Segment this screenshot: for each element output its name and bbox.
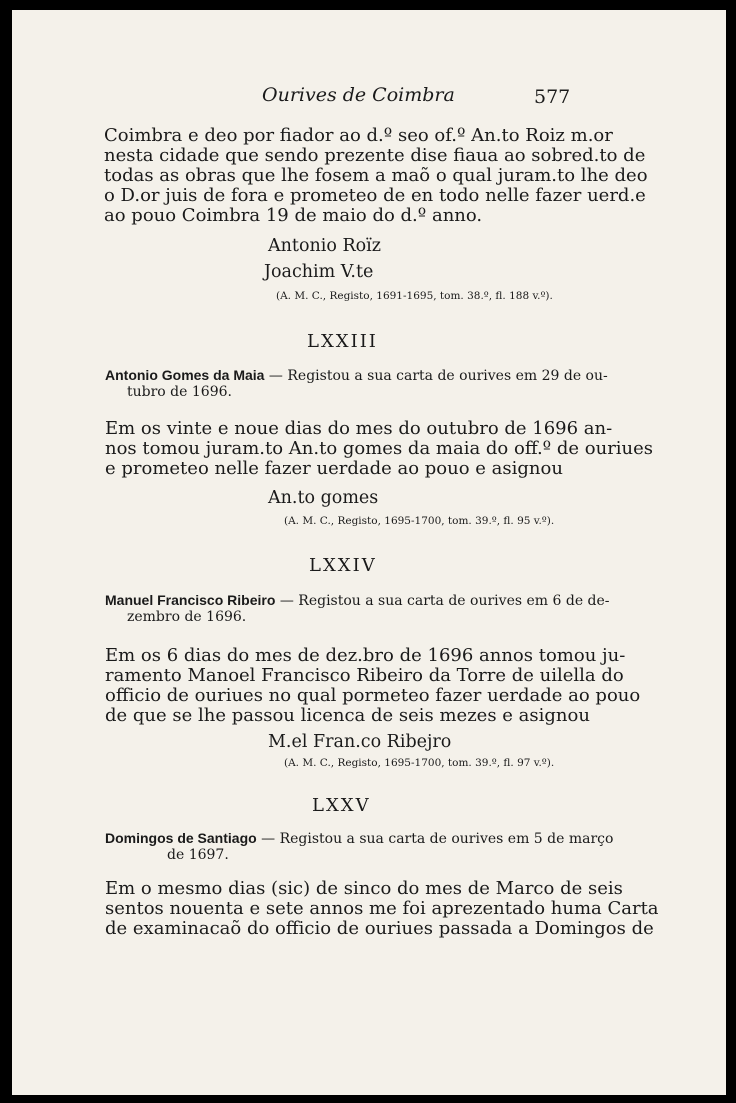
entry-lxxiii (105, 367, 608, 400)
entry-description: — Registou a sua carta de ourives em 5 de março (256, 831, 614, 847)
document-page (12, 10, 726, 1095)
paragraph-2 (105, 418, 654, 479)
entry-description: — Registou a sua carta de ourives em 6 de de- (275, 593, 610, 609)
entry-name: Domingos de Santiago (105, 830, 257, 846)
paragraph-3 (105, 645, 641, 726)
citation-2: (A. M. C., Registo, 1695-1700, tom. 39.º, fl. 95 v.º). (284, 515, 555, 527)
paragraph-4 (105, 878, 659, 939)
text-line: Em os 6 dias do mes de dez.bro de 1696 annos tomou ju- (105, 645, 626, 666)
entry-lxxiv (105, 592, 610, 625)
citation-1: (A. M. C., Registo, 1691-1695, tom. 38.º, fl. 188 v.º). (276, 290, 553, 302)
text-line: todas as obras que lhe fosem a maõ o qual juram.to lhe deo (104, 165, 648, 186)
text-line: de que se lhe passou licenca de seis mezes e asignou (105, 705, 590, 726)
text-line: Em os vinte e noue dias do mes do outubro de 1696 an- (105, 418, 613, 439)
section-heading-lxxv: LXXV (312, 795, 371, 816)
text-line: officio de ouriues no qual pormeteo fazer uerdade ao pouo (105, 685, 641, 706)
section-heading-lxxiii: LXXIII (307, 331, 378, 352)
text-line: de examinacaõ do officio de ouriues passada a Domingos de (105, 918, 654, 939)
text-line: o D.or juis de fora e prometeo de en todo nelle fazer uerd.e (104, 185, 646, 206)
entry-name: Manuel Francisco Ribeiro (105, 592, 276, 608)
page-number: 577 (534, 86, 571, 108)
text-line: ramento Manoel Francisco Ribeiro da Torre de uilella do (105, 665, 624, 686)
paragraph-1 (104, 125, 648, 226)
text-line: nesta cidade que sendo prezente dise fiaua ao sobred.to de (104, 145, 646, 166)
text-line: nos tomou juram.to An.to gomes da maia do off.º de ouriues (105, 438, 654, 459)
text-line: e prometeo nelle fazer uerdade ao pouo e asignou (105, 458, 563, 479)
entry-description: — Registou a sua carta de ourives em 29 de ou- (264, 368, 608, 384)
signature-antonio-roiz: Antonio Roïz (268, 236, 381, 256)
entry-continuation: tubro de 1696. (127, 384, 232, 400)
signature-an-gomes: An.to gomes (268, 488, 379, 508)
signature-joachim: Joachim V.te (264, 262, 374, 282)
citation-3: (A. M. C., Registo, 1695-1700, tom. 39.º, fl. 97 v.º). (284, 757, 555, 769)
entry-name: Antonio Gomes da Maia (105, 367, 265, 383)
text-line: Em o mesmo dias (sic) de sinco do mes de Marco de seis (105, 878, 623, 899)
section-heading-lxxiv: LXXIV (309, 555, 377, 576)
entry-lxxv (105, 830, 613, 863)
text-line: Coimbra e deo por fiador ao d.º seo of.º An.to Roiz m.or (104, 125, 613, 146)
running-header-title: Ourives de Coimbra (262, 84, 455, 106)
signature-manoel-ribeiro: M.el Fran.co Ribejro (268, 732, 452, 752)
entry-continuation: de 1697. (167, 847, 229, 863)
entry-continuation: zembro de 1696. (127, 609, 247, 625)
text-line: ao pouo Coimbra 19 de maio do d.º anno. (104, 205, 483, 226)
text-line: sentos nouenta e sete annos me foi aprezentado huma Carta (105, 898, 659, 919)
